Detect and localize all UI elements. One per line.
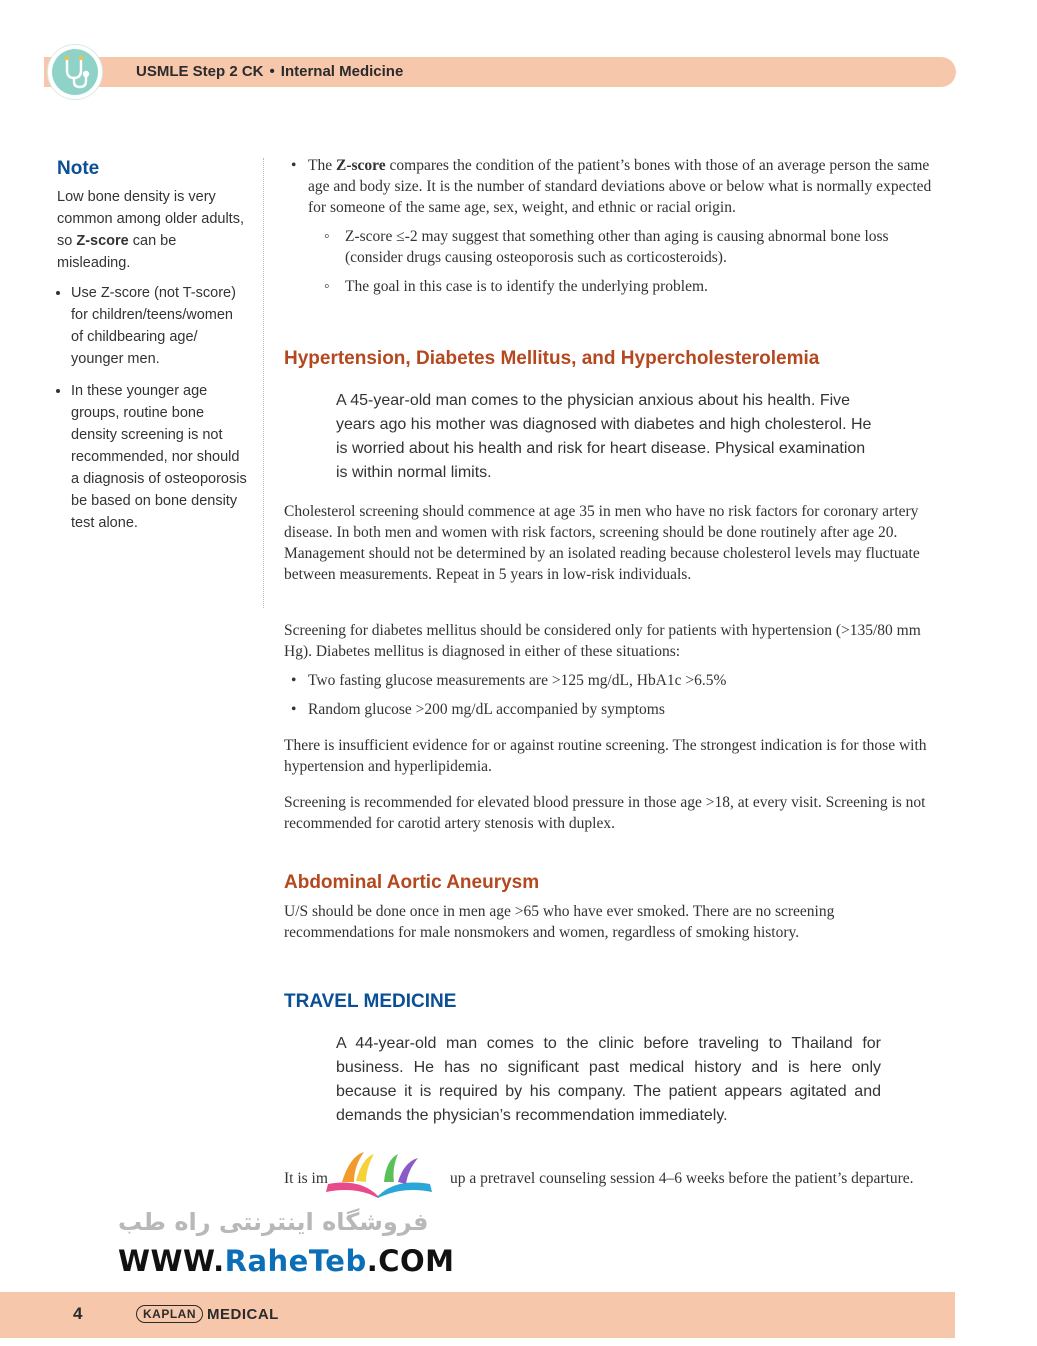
publisher-logo — [136, 1305, 279, 1323]
sidebar-divider — [263, 158, 264, 608]
stethoscope-icon — [51, 48, 99, 96]
note-intro-pre: Low bone density is very common among older adults, so — [57, 189, 244, 249]
zscore-post: compares the condition of the patient’s bones with those of an average person the same age and body size. It is the number of standard deviations above or below what is normally expected for someone of the same age, sex, weight, and ethnic or racial origin. — [308, 157, 932, 216]
zscore-subbullet: ◦ The goal in this case is to identify the underlying problem. — [345, 276, 934, 297]
cholesterol-paragraph: Cholesterol screening should commence at age 35 in men who have no risk factors for coronary artery disease. In both men and women with risk factors, screening should be done routinely after age 20. Management should not be determined by an isolated reading because cholesterol levels may fluctuate between measurements. Repeat in 5 years in low-risk individuals. — [284, 503, 920, 583]
sidebar-note — [57, 158, 247, 544]
watermark-url-brand: RaheTeb — [224, 1244, 367, 1278]
header-section: Internal Medicine — [280, 63, 404, 80]
running-header — [136, 62, 403, 82]
note-title: Note — [57, 158, 100, 179]
hypertension-case: A 45-year-old man comes to the physician anxious about his health. Five years ago his mother was diagnosed with diabetes and high cholesterol. He is worried about his health and risk for heart disease. Physical examination is within normal limits. — [336, 392, 872, 481]
note-intro-post: can be misleading. — [57, 233, 177, 271]
travel-case: A 44-year-old man comes to the clinic before traveling to Thailand for business. He has no significant past medical history and is here only because it is required by his company. The patient appears agitated and demands the physician’s recommendation immediately. — [336, 1035, 881, 1124]
header-separator: • — [269, 63, 275, 80]
travel-paragraph-start: It is im — [284, 1170, 328, 1187]
diabetes-criterion: • Random glucose >200 mg/dL accompanied by symptoms — [308, 699, 934, 720]
travel-heading: TRAVEL MEDICINE — [284, 991, 457, 1012]
diabetes-paragraph: Screening for diabetes mellitus should be considered only for patients with hypertension (>135/80 mm Hg). Diabetes mellitus is diagnosed in either of these situations: — [284, 622, 921, 660]
watermark-url — [118, 1244, 455, 1278]
zscore-bold: Z-score — [335, 157, 386, 174]
zscore-subbullet: ◦ Z-score ≤-2 may suggest that something other than aging is causing abnormal bone loss (consider drugs causing osteoporosis such as corticosteroids). — [345, 226, 934, 268]
hypertension-heading: Hypertension, Diabetes Mellitus, and Hypercholesterolemia — [284, 348, 820, 369]
travel-paragraph-end: up a pretravel counseling session 4–6 weeks before the patient’s departure. — [450, 1170, 914, 1187]
zscore-bullet — [308, 155, 934, 218]
aaa-paragraph: U/S should be done once in men age >65 who have ever smoked. There are no screening recommendations for male nonsmokers and women, regardless of smoking history. — [284, 903, 835, 941]
zscore-list — [284, 155, 934, 218]
zscore-sublist — [284, 226, 934, 297]
diabetes-criteria — [284, 670, 934, 720]
evidence-paragraph: There is insufficient evidence for or against routine screening. The strongest indication is for those with hypertension and hyperlipidemia. — [284, 737, 927, 775]
publisher-division: MEDICAL — [207, 1305, 279, 1323]
page-number: 4 — [73, 1304, 83, 1323]
note-intro-bold: Z-score — [76, 233, 129, 249]
note-bullets — [57, 282, 247, 534]
blood-pressure-paragraph: Screening is recommended for elevated blood pressure in those age >18, at every visit. Screening is not recommended for carotid artery stenosis with duplex. — [284, 794, 926, 832]
watermark-url-pre: WWW. — [118, 1244, 225, 1278]
aaa-heading: Abdominal Aortic Aneurysm — [284, 872, 540, 893]
watermark-book-icon — [320, 1148, 438, 1205]
header-book: USMLE Step 2 CK — [136, 63, 264, 80]
note-bullet: • Use Z-score (not T-score) for children/teens/women of childbearing age/ younger men. — [71, 282, 247, 370]
diabetes-criterion: • Two fasting glucose measurements are >125 mg/dL, HbA1c >6.5% — [308, 670, 934, 691]
main-column — [284, 155, 934, 297]
note-intro — [57, 186, 247, 274]
watermark-url-post: .COM — [366, 1244, 455, 1278]
publisher-name: KAPLAN — [136, 1305, 203, 1323]
logo-badge — [47, 44, 103, 100]
zscore-pre: The — [308, 157, 336, 174]
note-bullet: • In these younger age groups, routine bone density screening is not recommended, nor should a diagnosis of osteoporosis be based on bone density test alone. — [71, 380, 247, 534]
watermark-persian-text: فروشگاه اینترنتی راه طب — [118, 1208, 429, 1236]
